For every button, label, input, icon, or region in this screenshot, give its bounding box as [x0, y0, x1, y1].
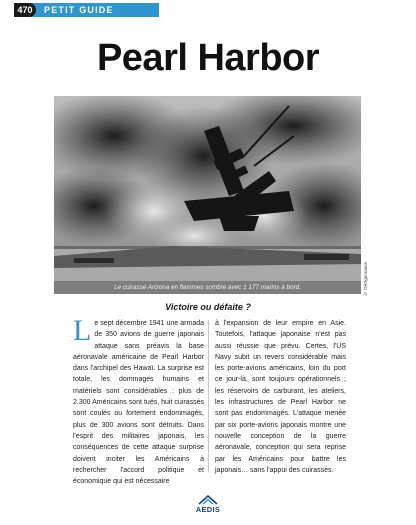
photo-illustration	[54, 96, 361, 294]
series-name: PETIT GUIDE	[44, 5, 114, 15]
column-left-text: e sept décembre 1941 une armada de 350 avions de guerre japonais attaque sans préavis la base aéronavale américaine de Pearl Harbor dans l'archipel des Hawaï. La surprise est totale, les dommages humains et matériels sont considérables : plus de 2.300 Américains sont tués, huit cuirassés sont coulés ou fortement endommagés, plus de 300 avions sont détruits. Dans l'esprit des militaires japonais, les conséquences de cette attaque surprise doivent inciter les Américains à rechercher l'accord politique et économique qui est nécessaire	[73, 320, 204, 486]
photo-credit: © DR/Ignorance	[363, 261, 368, 296]
aedis-logo-icon	[197, 495, 219, 505]
series-number: 470	[14, 3, 36, 17]
publisher-name: AEDIS	[195, 505, 221, 514]
series-banner	[14, 3, 159, 17]
photo-caption: Le cuirassé Arizona en flammes sombre avec 1 177 marins à bord.	[54, 281, 361, 294]
page-title: Pearl Harbor	[96, 37, 320, 79]
text-column-left	[73, 314, 204, 487]
publisher-logo	[192, 495, 224, 519]
drop-cap: L	[73, 314, 92, 347]
column-right-text: à l'expansion de leur empire en Asie. Toutefois, l'attaque japonaise n'est pas aussi réussie que prévu. Certes, l'US Navy subit un revers considérable mais les porte-avions américains, loin du port ce jour-là, sont toujours opérationnels ; les réservoirs de carburant, les ateliers, les infrastructures de Pearl Harbor ne sont pas endommagés. L'attaque menée par six porte-avions japonais montre une nouvelle conception de la guerre aéronavale, conception qui sera reprise par les Américains pour battre les japonais… sans l'appui des cuirassés.	[215, 320, 346, 474]
battleship-photo	[54, 96, 361, 294]
section-subhead: Victoire ou défaite ?	[165, 302, 251, 312]
text-column-right	[215, 318, 346, 476]
column-divider	[208, 320, 209, 472]
